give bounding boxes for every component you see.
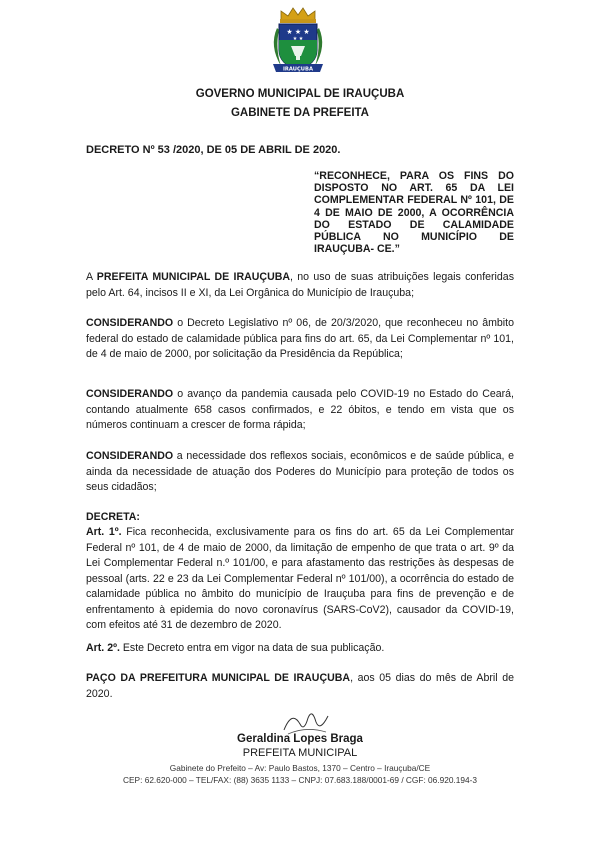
considering-label: CONSIDERANDO: [86, 450, 174, 462]
municipal-crest-logo: [267, 6, 329, 78]
considering-paragraph-2: [86, 387, 514, 434]
preamble-lead: PREFEITA MUNICIPAL DE IRAUÇUBA: [96, 271, 291, 283]
footer-address: Gabinete do Prefeito – Av: Paulo Bastos, 1370 – Centro – Irauçuba/CE: [169, 763, 431, 773]
signatory-name: Geraldina Lopes Braga: [237, 733, 363, 745]
considering-text: o Decreto Legislativo nº 06, de 20/3/2020, que reconheceu no âmbito federal do estado de calamidade pública para fins do art. 65, da Lei Complementar nº 101, de 4 de maio de 2000, por solicitação da Presidência da República;: [86, 317, 514, 360]
footer-contacts: CEP: 62.620-000 – TEL/FAX: (88) 3635 1133 – CNPJ: 07.683.188/0001-69 / CGF: 06.920.194-3: [123, 775, 477, 785]
preamble-text: , no uso de suas atribuições legais conferidas pelo Art. 64, incisos II e XI, da Lei Orgânica do Município de Irauçuba;: [86, 271, 514, 299]
decree-title: DECRETO Nº 53 /2020, DE 05 DE ABRIL DE 2020.: [86, 144, 341, 156]
article-2: [86, 641, 514, 657]
closing-paragraph: [86, 671, 514, 702]
considering-paragraph-1: [86, 316, 514, 363]
decrees-heading: DECRETA:: [86, 511, 140, 523]
considering-label: CONSIDERANDO: [86, 317, 174, 329]
header-office: GABINETE DA PREFEITA: [230, 107, 369, 119]
article-label: Art. 1º.: [86, 526, 122, 538]
header-government: GOVERNO MUNICIPAL DE IRAUÇUBA: [195, 88, 405, 100]
considering-text: o avanço da pandemia causada pelo COVID-19 no Estado do Ceará, contando atualmente 658 casos confirmados, e 22 óbitos, e tendo em vista que os números continuam a crescer de forma rápida;: [86, 388, 514, 431]
preamble-prefix: A: [86, 271, 97, 283]
crest-banner-text: IRAUÇUBA: [283, 66, 313, 73]
decree-summary: “RECONHECE, PARA OS FINS DO DISPOSTO NO ART. 65 DA LEI COMPLEMENTAR FEDERAL Nº 101, DE 4 DE MAIO DE 2000, A OCORRÊNCIA DO ESTADO DE CALAMIDADE PÚBLICA NO MUNICÍPIO DE IRAUÇUBA- CE.”: [314, 170, 514, 256]
article-label: Art. 2º.: [86, 642, 120, 654]
considering-paragraph-3: [86, 449, 514, 496]
closing-lead: PAÇO DA PREFEITURA MUNICIPAL DE IRAUÇUBA: [86, 672, 351, 684]
closing-text: , aos 05 dias do mês de Abril de 2020.: [86, 672, 514, 700]
considering-label: CONSIDERANDO: [86, 388, 174, 400]
svg-text:★ ★ ★: ★ ★ ★: [286, 28, 310, 36]
preamble-paragraph: [86, 270, 514, 301]
article-1: [86, 525, 514, 634]
svg-text:★ ★: ★ ★: [292, 36, 304, 42]
article-text: Fica reconhecida, exclusivamente para os fins do art. 65 da Lei Complementar Federal nº 101, de 4 de maio de 2000, da limitação de empenho de que trata o art. 9º da Lei Complementar Federal n.º 101/00, e para afastamento das restrições às despesas de pessoal (arts. 22 e 23 da Lei Complementar Federal nº 101/00), a ocorrência do estado de calamidade pública no âmbito do município de Irauçuba para fins de prevenção e de enfrentamento à epidemia do novo coronavírus (SARS-CoV2), causador da COVID-19, com efeitos até 31 de dezembro de 2020.: [86, 526, 514, 631]
considering-text: a necessidade dos reflexos sociais, econômicos e de saúde pública, e ainda da necessidade de atuação dos Poderes do Município para proteção de todos os seus cidadãos;: [86, 450, 514, 493]
signatory-title: PREFEITA MUNICIPAL: [242, 747, 358, 759]
article-text: Este Decreto entra em vigor na data de sua publicação.: [119, 642, 385, 654]
